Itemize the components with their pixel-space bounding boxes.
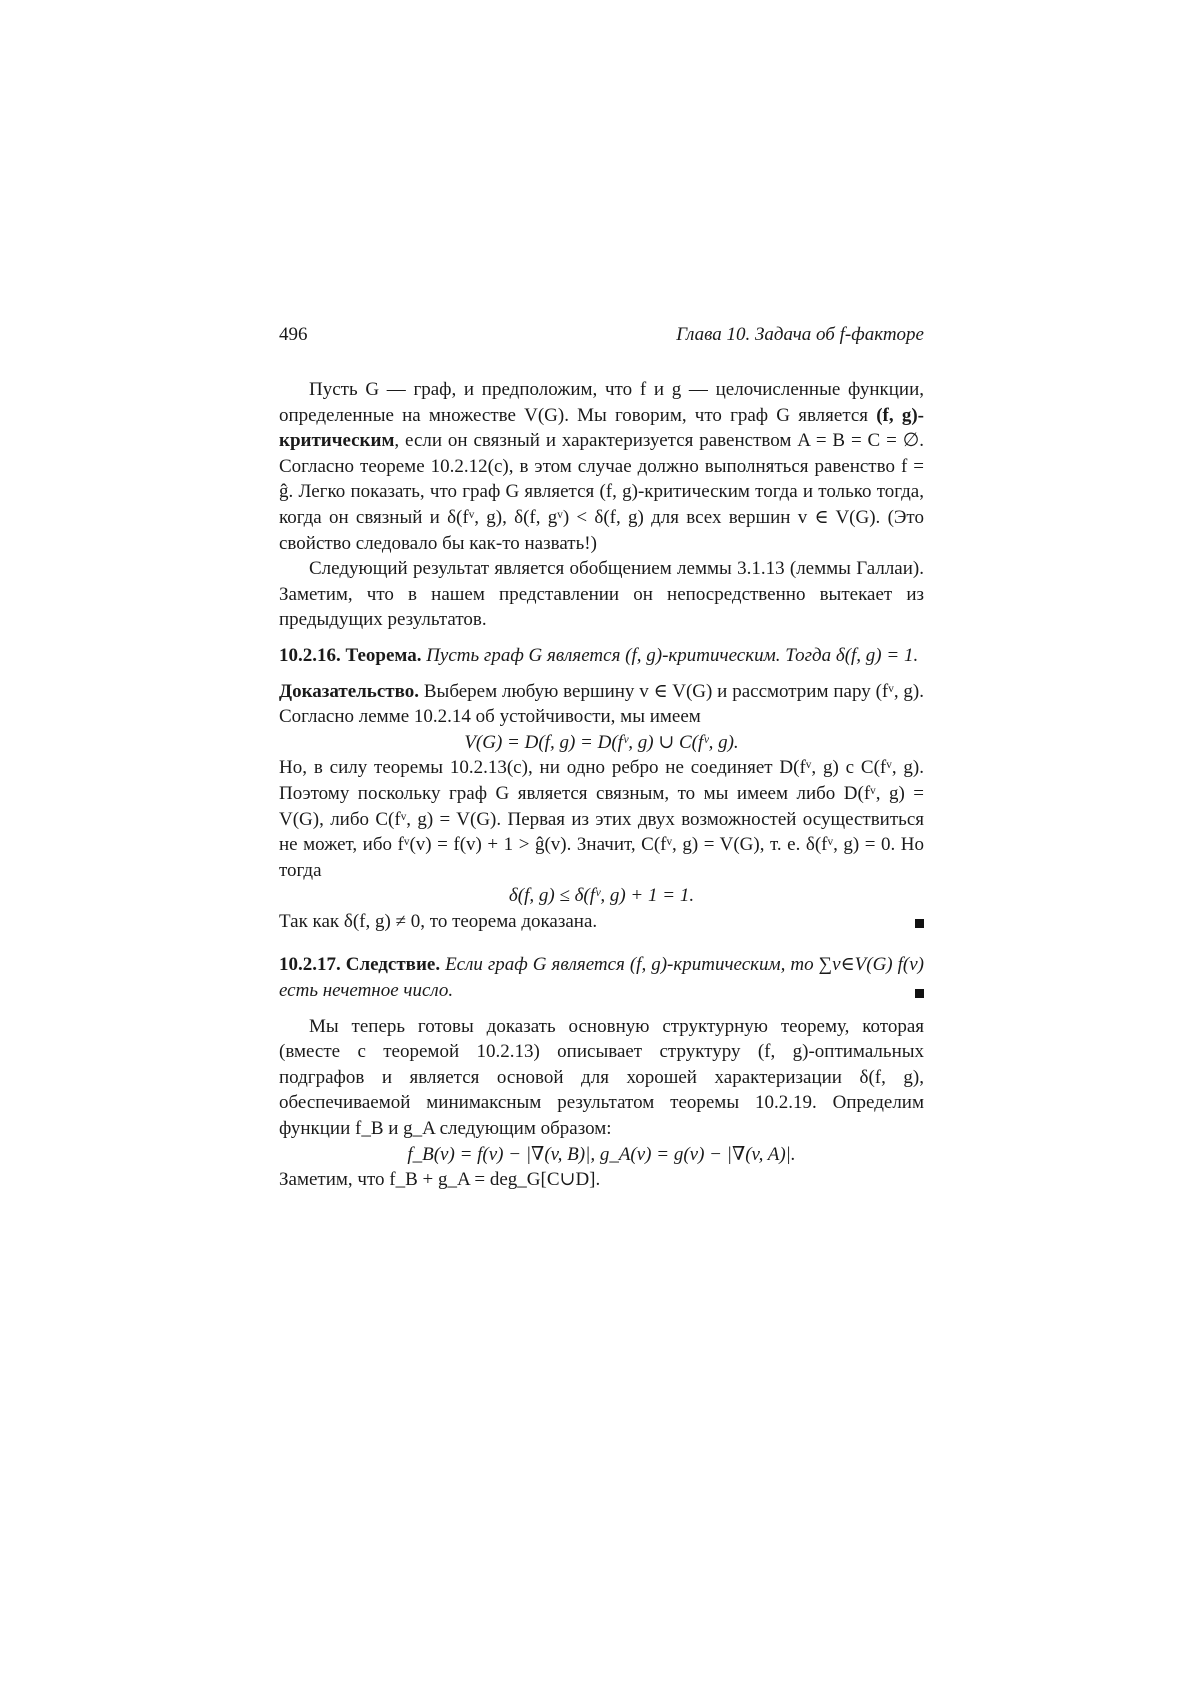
corollary-10-2-17: [279, 952, 924, 1003]
formula-bound: δ(f, g) ≤ δ(fᵛ, g) + 1 = 1.: [508, 885, 695, 907]
proof-text: Выберем любую вершину v ∈ V(G) и рассмотрим пару (fᵛ, g). Согласно лемме 10.2.14 об устойчивости, мы имеем: [279, 680, 925, 728]
definition-text-b: , если он связный и характеризуется равенством A = B = C = ∅. Согласно теореме 10.2.12(c), в этом случае должно выполняться равенство f = ĝ. Легко показать, что граф G является (f, g)-критическим тогда и только тогда, когда он связный и δ(fᵛ, g), δ(f, gᵛ) < δ(f, g) для всех вершин v ∈ V(G). (Это свойство следовало бы как-то назвать!): [279, 430, 924, 554]
paragraph-structure: Мы теперь готовы доказать основную структурную теорему, которая (вместе с теоремой 10.2.13) описывает структуру (f, g)-оптимальных подграфов и является основой для хорошей характеризации δ(f, g), обеспечиваемой минимаксным результатом теоремы 10.2.19. Определим функции f_B и g_A следующим образом:: [279, 1015, 924, 1140]
theorem-statement: Пусть граф G является (f, g)-критическим. Тогда δ(f, g) = 1.: [426, 644, 919, 666]
definition-text-a: Пусть G — граф, и предположим, что f и g — целочисленные функции, определенные на множестве V(G). Мы говорим, что граф G является: [279, 379, 924, 426]
running-title: Глава 10. Задача об f-факторе: [676, 324, 924, 345]
paragraph-definition: [279, 377, 924, 556]
proof-heading: Доказательство.: [279, 680, 419, 702]
paragraph-degree: Заметим, что f_B + g_A = deg_G[C∪D].: [279, 1169, 601, 1191]
formula-fb-ga: f_B(v) = f(v) − |∇(v, B)|, g_A(v) = g(v) − |∇(v, A)|.: [407, 1143, 796, 1165]
qed-square-icon: [915, 919, 924, 928]
theorem-heading: 10.2.16. Теорема.: [279, 644, 422, 666]
qed-square-icon: [915, 989, 924, 998]
proof-conclusion: [279, 909, 924, 935]
page-number: 496: [279, 324, 308, 345]
conclusion-text: Так как δ(f, g) ≠ 0, то теорема доказана.: [279, 910, 598, 932]
page-body: [279, 377, 924, 1193]
corollary-heading: 10.2.17. Следствие.: [279, 954, 441, 976]
proof: [279, 679, 924, 730]
theorem-10-2-16: [279, 643, 924, 669]
paragraph-argument: Но, в силу теоремы 10.2.13(c), ни одно ребро не соединяет D(fᵛ, g) с C(fᵛ, g). Поэтому поскольку граф G является связным, то мы имеем либо D(fᵛ, g) = V(G), либо C(fᵛ, g) = V(G). Первая из этих двух возможностей осуществиться не может, ибо fᵛ(v) = f(v) + 1 > ĝ(v). Значит, C(fᵛ, g) = V(G), т. е. δ(fᵛ, g) = 0. Но тогда: [279, 757, 924, 881]
paragraph-gallai: Следующий результат является обобщением леммы 3.1.13 (леммы Галлаи). Заметим, что в нашем представлении он непосредственно вытекает из предыдущих результатов.: [279, 558, 924, 631]
definition-term: (f, g)-критическим: [279, 404, 924, 452]
formula-stability: V(G) = D(f, g) = D(fᵛ, g) ∪ C(fᵛ, g).: [464, 731, 739, 753]
corollary-statement: Если граф G является (f, g)-критическим, то ∑v∈V(G) f(v) есть нечетное число.: [279, 954, 924, 1002]
